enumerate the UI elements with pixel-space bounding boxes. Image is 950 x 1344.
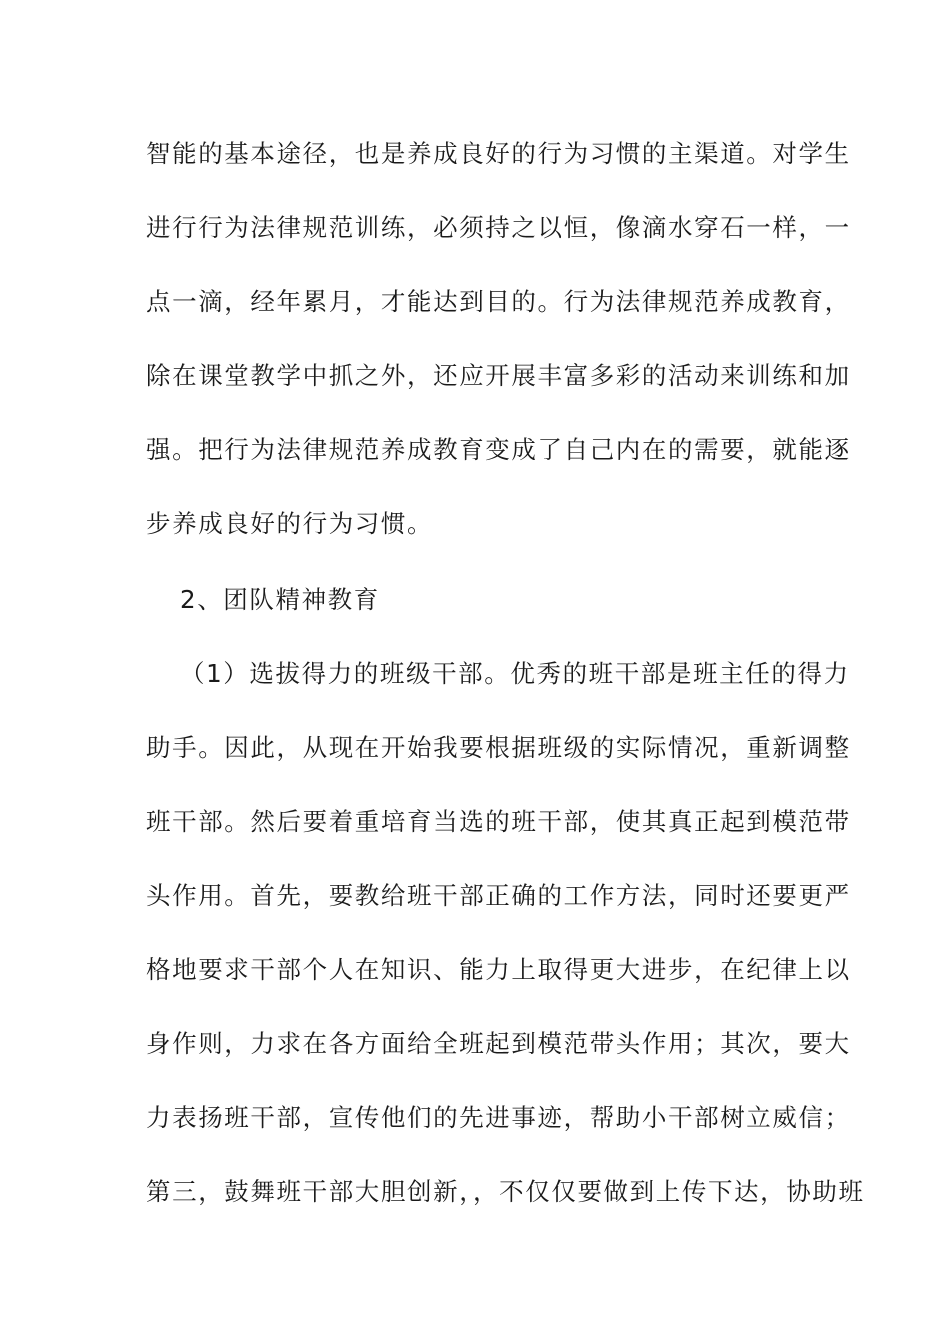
paragraph-line: 强。把行为法律规范养成教育变成了自己内在的需要，就能逐 xyxy=(146,435,851,464)
section-heading: 2、团队精神教育 xyxy=(180,585,380,614)
paragraph-line: 力表扬班干部，宣传他们的先进事迹，帮助小干部树立威信； xyxy=(146,1103,851,1132)
paragraph-line: 步养成良好的行为习惯。 xyxy=(146,509,434,538)
paragraph-line: 助手。因此，从现在开始我要根据班级的实际情况，重新调整 xyxy=(146,733,851,762)
paragraph-line: 班干部。然后要着重培育当选的班干部，使其真正起到模范带 xyxy=(146,807,851,836)
paragraph-line: （1）选拔得力的班级干部。优秀的班干部是班主任的得力 xyxy=(180,659,850,688)
paragraph-line: 点一滴，经年累月，才能达到目的。行为法律规范养成教育， xyxy=(146,287,851,316)
paragraph-line: 身作则，力求在各方面给全班起到模范带头作用；其次，要大 xyxy=(146,1029,851,1058)
paragraph-line: 除在课堂教学中抓之外，还应开展丰富多彩的活动来训练和加 xyxy=(146,361,851,390)
paragraph-line: 第三，鼓舞班干部大胆创新，，不仅仅要做到上传下达，协助班 xyxy=(146,1177,865,1206)
paragraph-line: 智能的基本途径，也是养成良好的行为习惯的主渠道。对学生 xyxy=(146,139,851,168)
paragraph-line: 进行行为法律规范训练，必须持之以恒，像滴水穿石一样，一 xyxy=(146,213,851,242)
paragraph-line: 格地要求干部个人在知识、能力上取得更大进步，在纪律上以 xyxy=(146,955,851,984)
paragraph-line: 头作用。首先，要教给班干部正确的工作方法，同时还要更严 xyxy=(146,881,851,910)
